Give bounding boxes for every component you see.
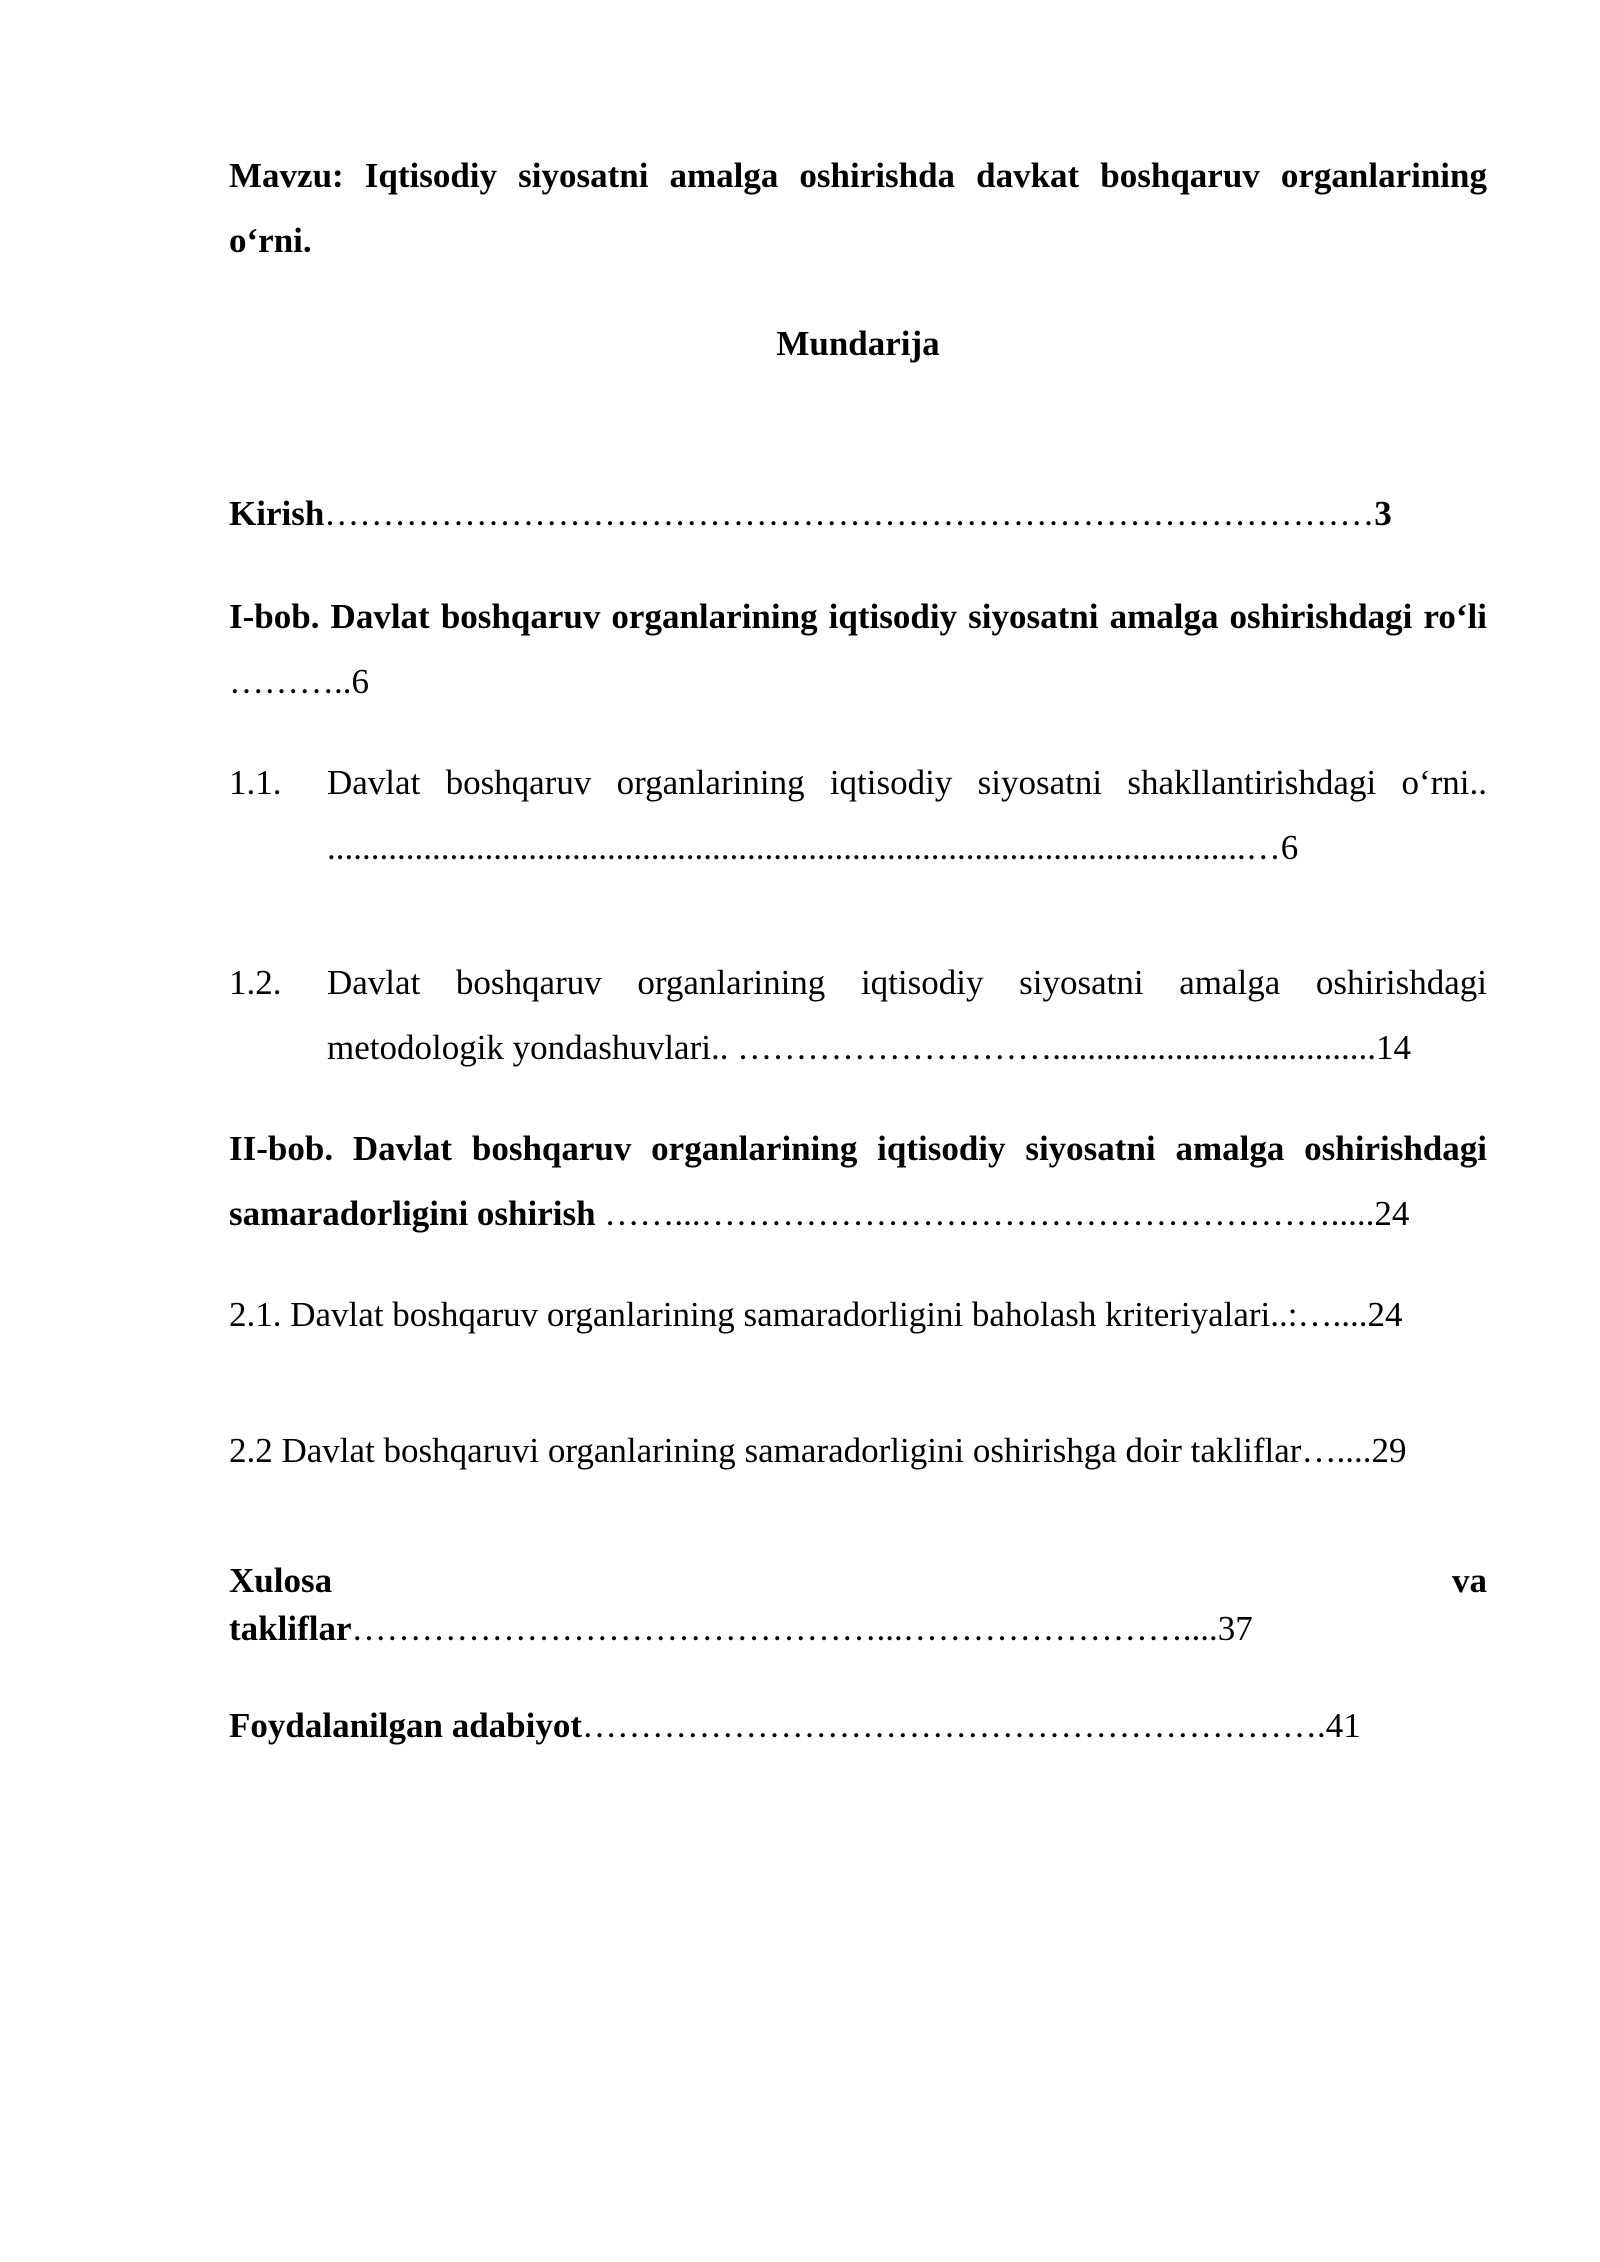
toc-page-number: 41 (1325, 1706, 1361, 1745)
toc-section-number: 1.1. (229, 763, 282, 802)
toc-page-number: 37 (1217, 1609, 1253, 1648)
toc-page-number: 14 (1375, 1028, 1411, 1067)
toc-entry-label: 2.2 Davlat boshqaruvi organlarining samaradorligini oshirishga doir takliflar….... (229, 1431, 1372, 1470)
toc-entry-label: takliflar (229, 1609, 352, 1648)
toc-section-text (327, 950, 1487, 1080)
toc-entry-kirish[interactable] (229, 481, 1487, 546)
toc-entry-label: I-bob. Davlat boshqaruv organlarining iqtisodiy siyosatni amalga oshirishdagi ro‘li (229, 597, 1487, 636)
toc-leader: ……….. (229, 662, 352, 701)
toc-entry-label: Kirish (229, 494, 325, 533)
toc-page-number: 3 (1374, 494, 1392, 533)
toc-entry-section-1-1[interactable] (229, 750, 1487, 945)
toc-entry-conclusion[interactable] (229, 1548, 1487, 1661)
toc-page-number: 29 (1371, 1431, 1407, 1470)
toc-conclusion-line-2 (229, 1596, 1487, 1661)
toc-section-text (327, 750, 1487, 880)
toc-heading: Mundarija (776, 324, 940, 363)
toc-section-number: 1.2. (229, 963, 282, 1002)
toc-page-number: 6 (351, 662, 369, 701)
toc-entry-label: 2.1. Davlat boshqaruv organlarining samaradorligini baholash kriteriyalari..:….... (229, 1295, 1368, 1334)
toc-entry-label-right: va (1452, 1561, 1487, 1600)
toc-entry-section-1-2[interactable] (229, 950, 1487, 1080)
toc-entry-chapter-1[interactable] (229, 584, 1487, 714)
toc-leader: ……………………………………………………………………………… (324, 494, 1375, 533)
toc-entry-literature[interactable] (229, 1693, 1487, 1758)
document-title: Mavzu: Iqtisodiy siyosatni amalga oshirishda davkat boshqaruv organlarining o‘rni. (229, 156, 1487, 260)
toc-entry-label: Foydalanilgan adabiyot (229, 1706, 583, 1745)
toc-leader: ………………………………………...…………………….... (351, 1609, 1218, 1648)
toc-leader: .........................................................................................................… (327, 828, 1281, 867)
toc-page-number: 24 (1367, 1295, 1403, 1334)
toc-entry-label: Xulosa (229, 1561, 333, 1600)
toc-entry-section-2-1[interactable] (229, 1282, 1487, 1347)
toc-leader: ……...………………………………………………..... (595, 1194, 1375, 1233)
toc-leader: ………………………………………………………. (582, 1706, 1326, 1745)
toc-page-number: 6 (1280, 828, 1299, 867)
toc-entry-label: Davlat boshqaruv organlarining iqtisodiy siyosatni shakllantirishdagi o‘rni.. (327, 763, 1487, 802)
toc-entry-label: II-bob. Davlat boshqaruv organlarining iqtisodiy siyosatni amalga oshirishdagi samaradorligini oshirish (229, 1129, 1487, 1233)
toc-entry-label: Davlat boshqaruv organlarining iqtisodiy siyosatni amalga oshirishdagi metodologik yondashuvlari.. (327, 963, 1487, 1067)
toc-leader: ………………………..................................... (728, 1028, 1376, 1067)
toc-entry-section-2-2[interactable] (229, 1418, 1487, 1483)
toc-conclusion-line-1 (229, 1548, 1487, 1600)
toc-entry-chapter-2[interactable] (229, 1116, 1487, 1246)
toc-page-number: 24 (1374, 1194, 1410, 1233)
